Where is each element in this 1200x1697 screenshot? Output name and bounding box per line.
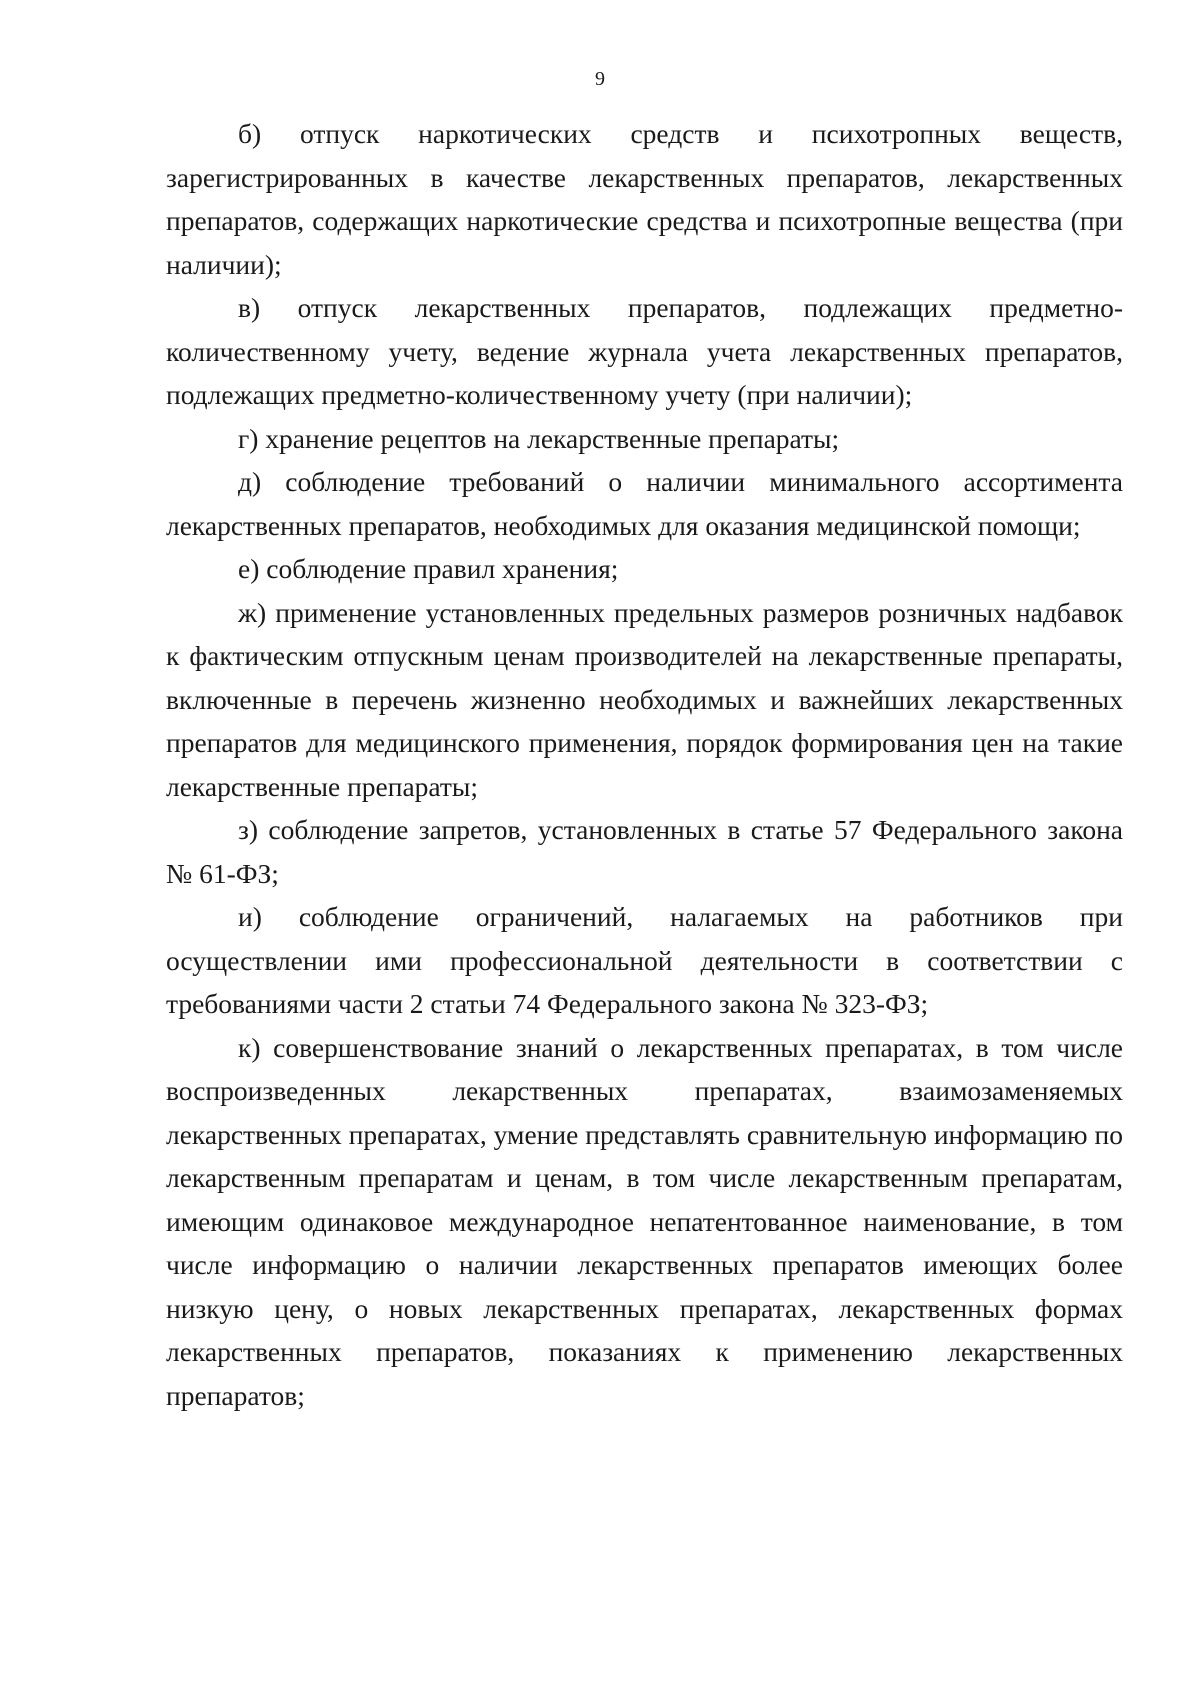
paragraph-e: е) соблюдение правил хранения; [238,553,619,584]
paragraph-v: в) отпуск лекарственных препаратов, подлежащих предметно-количественному учету, ведение журнала учета лекарственных препаратов, подлежащих предметно-количественному учету (при наличии); [166,292,1123,410]
page-number: 9 [595,68,605,90]
paragraph-d: д) соблюдение требований о наличии минимального ассортимента лекарственных препаратов, необходимых для оказания медицинской помощи; [166,466,1123,541]
paragraph-i: и) соблюдение ограничений, налагаемых на работников при осуществлении ими профессиональной деятельности в соответствии с требованиями части 2 статьи 74 Федерального закона № 323-ФЗ; [166,901,1123,1019]
paragraph-g: г) хранение рецептов на лекарственные препараты; [238,422,840,454]
paragraph-k: к) совершенствование знаний о лекарственных препаратах, в том числе воспроизведенных лекарственных препаратах, взаимозаменяемых лекарственных препаратах, умение представлять сравнительную информацию по лекарственным препаратам и ценам, в том числе лекарственным препаратам, имеющим одинаковое международное непатентованное наименование, в том числе информацию о наличии лекарственных препаратов имеющих более низкую цену, о новых лекарственных препаратах, лекарственных формах лекарственных препаратов, показаниях к применению лекарственных препаратов; [166,1031,1123,1411]
paragraph-zh: ж) применение установленных предельных размеров розничных надбавок к фактическим отпускным ценам производителей на лекарственные препараты, включенные в перечень жизненно необходимых и важнейших лекарственных препаратов для медицинского применения, порядок формирования цен на такие лекарственные препараты; [166,596,1123,802]
paragraph-b: б) отпуск наркотических средств и психотропных веществ, зарегистрированных в качестве лекарственных препаратов, лекарственных препаратов, содержащих наркотические средства и психотропные вещества (при наличии); [166,118,1123,280]
paragraph-z: з) соблюдение запретов, установленных в статье 57 Федерального закона № 61-ФЗ; [166,814,1123,889]
document-body [166,112,1123,1417]
